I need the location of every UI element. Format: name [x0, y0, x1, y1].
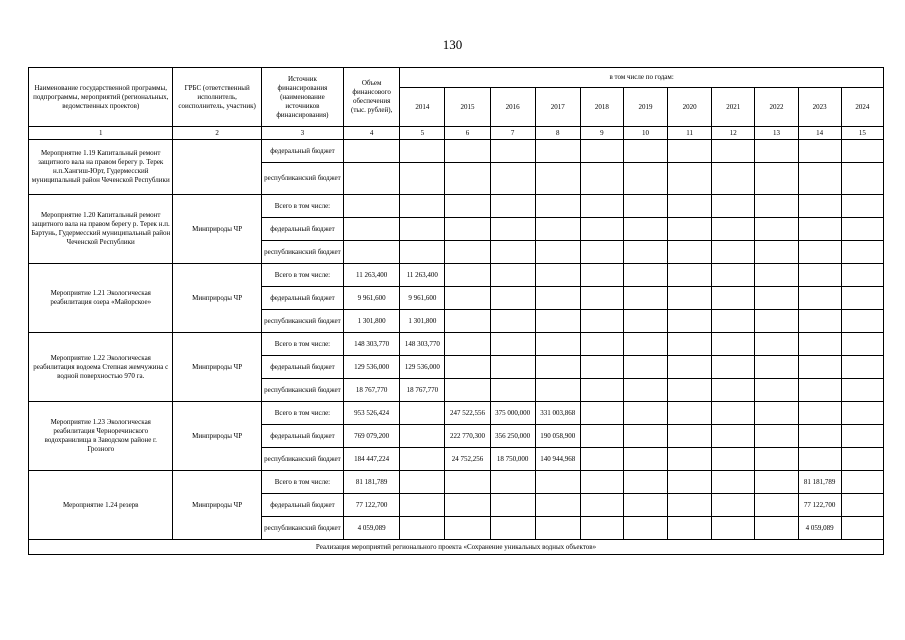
- year-value: [668, 471, 712, 494]
- column-index: 5: [400, 127, 445, 140]
- year-value: 148 303,770: [400, 333, 445, 356]
- event-grbs: Минприроды ЧР: [173, 195, 261, 264]
- event-name: Мероприятие 1.21 Экологическая реабилитация озера «Майорское»: [29, 264, 173, 333]
- year-value: [755, 163, 798, 195]
- year-value: [535, 264, 580, 287]
- event-name: Мероприятие 1.20 Капитальный ремонт защитного вала на правом берегу р. Терек н.п. Бартунь, Гудермесский муниципальный район Чеченской Республики: [29, 195, 173, 264]
- year-value: 356 250,000: [490, 425, 535, 448]
- funding-total: 148 303,770: [344, 333, 400, 356]
- funding-source: федеральный бюджет: [261, 494, 343, 517]
- column-index: 3: [261, 127, 343, 140]
- year-value: [841, 356, 883, 379]
- year-value: [841, 310, 883, 333]
- year-value: [535, 140, 580, 163]
- year-value: [841, 333, 883, 356]
- year-value: [755, 195, 798, 218]
- year-value: [535, 494, 580, 517]
- event-grbs: [173, 140, 261, 195]
- header-volume: Объем финансового обеспечения (тыс. рублей),: [344, 68, 400, 127]
- year-value: [623, 425, 667, 448]
- year-value: [623, 517, 667, 540]
- header-grbs: ГРБС (ответственный исполнитель, соисполнитель, участник): [173, 68, 261, 127]
- year-value: [755, 218, 798, 241]
- year-value: [580, 310, 623, 333]
- year-value: [841, 287, 883, 310]
- year-value: [712, 379, 755, 402]
- year-value: [535, 310, 580, 333]
- header-year: 2021: [712, 88, 755, 127]
- funding-source: республиканский бюджет: [261, 448, 343, 471]
- year-value: 24 752,256: [445, 448, 490, 471]
- year-value: [400, 471, 445, 494]
- year-value: [580, 517, 623, 540]
- year-value: 129 536,000: [400, 356, 445, 379]
- funding-source: Всего в том числе:: [261, 402, 343, 425]
- year-value: [841, 402, 883, 425]
- year-value: [535, 356, 580, 379]
- column-index: 10: [623, 127, 667, 140]
- column-index: 14: [798, 127, 841, 140]
- year-value: [490, 241, 535, 264]
- year-value: [798, 218, 841, 241]
- table-row: [29, 264, 884, 287]
- year-value: [668, 494, 712, 517]
- year-value: 11 263,400: [400, 264, 445, 287]
- financing-table: [28, 67, 884, 555]
- event-name: Мероприятие 1.22 Экологическая реабилитация водоема Степная жемчужина с водной поверхностью 970 га.: [29, 333, 173, 402]
- year-value: [841, 379, 883, 402]
- year-value: [841, 140, 883, 163]
- year-value: [623, 241, 667, 264]
- year-value: [798, 241, 841, 264]
- year-value: [623, 333, 667, 356]
- funding-total: 129 536,000: [344, 356, 400, 379]
- year-value: [400, 163, 445, 195]
- year-value: [755, 264, 798, 287]
- funding-total: 953 526,424: [344, 402, 400, 425]
- funding-source: республиканский бюджет: [261, 310, 343, 333]
- event-name: Мероприятие 1.19 Капитальный ремонт защитного вала на правом берегу р. Терек н.п.Хангиш-Юрт, Гудермесский муниципальный район Чеченской Республики: [29, 140, 173, 195]
- event-grbs: Минприроды ЧР: [173, 264, 261, 333]
- header-year: 2020: [668, 88, 712, 127]
- year-value: [490, 494, 535, 517]
- year-value: [623, 471, 667, 494]
- year-value: [490, 218, 535, 241]
- year-value: [712, 264, 755, 287]
- year-value: [668, 425, 712, 448]
- year-value: [623, 264, 667, 287]
- year-value: [445, 310, 490, 333]
- column-index: 1: [29, 127, 173, 140]
- year-value: [755, 287, 798, 310]
- funding-total: 11 263,400: [344, 264, 400, 287]
- year-value: [445, 287, 490, 310]
- year-value: [798, 402, 841, 425]
- funding-source: Всего в том числе:: [261, 471, 343, 494]
- year-value: [445, 517, 490, 540]
- funding-source: Всего в том числе:: [261, 333, 343, 356]
- year-value: [535, 241, 580, 264]
- year-value: 190 058,900: [535, 425, 580, 448]
- year-value: 331 003,868: [535, 402, 580, 425]
- year-value: [490, 379, 535, 402]
- year-value: [755, 517, 798, 540]
- funding-source: республиканский бюджет: [261, 241, 343, 264]
- column-index: 4: [344, 127, 400, 140]
- year-value: [755, 448, 798, 471]
- year-value: [755, 379, 798, 402]
- year-value: 18 767,770: [400, 379, 445, 402]
- year-value: [445, 264, 490, 287]
- year-value: [712, 517, 755, 540]
- year-value: [712, 310, 755, 333]
- year-value: [623, 218, 667, 241]
- year-value: [755, 241, 798, 264]
- year-value: [490, 287, 535, 310]
- year-value: [445, 494, 490, 517]
- year-value: [490, 517, 535, 540]
- year-value: [400, 195, 445, 218]
- year-value: [798, 287, 841, 310]
- table-row: [29, 402, 884, 425]
- funding-source: федеральный бюджет: [261, 140, 343, 163]
- header-name: Наименование государственной программы, подпрограммы, мероприятий (региональных, ведомственных проектов): [29, 68, 173, 127]
- year-value: [623, 402, 667, 425]
- year-value: [580, 264, 623, 287]
- year-value: [841, 163, 883, 195]
- year-value: [668, 517, 712, 540]
- table-body: [29, 140, 884, 540]
- year-value: [712, 471, 755, 494]
- year-value: [712, 287, 755, 310]
- year-value: 18 750,000: [490, 448, 535, 471]
- year-value: [580, 425, 623, 448]
- year-value: [535, 287, 580, 310]
- column-index: 13: [755, 127, 798, 140]
- event-name: Мероприятие 1.23 Экологическая реабилитация Черноречинского водохранилища в Заводском районе г. Грозного: [29, 402, 173, 471]
- year-value: [798, 140, 841, 163]
- year-value: [400, 241, 445, 264]
- year-value: [623, 310, 667, 333]
- header-year: 2024: [841, 88, 883, 127]
- year-value: [535, 163, 580, 195]
- funding-total: 4 059,089: [344, 517, 400, 540]
- year-value: [668, 379, 712, 402]
- year-value: [712, 218, 755, 241]
- funding-source: федеральный бюджет: [261, 218, 343, 241]
- year-value: [490, 140, 535, 163]
- funding-source: федеральный бюджет: [261, 356, 343, 379]
- funding-source: Всего в том числе:: [261, 264, 343, 287]
- year-value: [580, 218, 623, 241]
- year-value: [668, 356, 712, 379]
- year-value: [841, 471, 883, 494]
- year-value: [755, 402, 798, 425]
- year-value: 222 770,300: [445, 425, 490, 448]
- year-value: [400, 402, 445, 425]
- year-value: 81 181,789: [798, 471, 841, 494]
- year-value: [490, 471, 535, 494]
- year-value: 247 522,556: [445, 402, 490, 425]
- year-value: [712, 333, 755, 356]
- year-value: [755, 494, 798, 517]
- year-value: [712, 195, 755, 218]
- year-value: [580, 287, 623, 310]
- funding-total: 769 079,200: [344, 425, 400, 448]
- year-value: [580, 402, 623, 425]
- year-value: [580, 140, 623, 163]
- year-value: [798, 163, 841, 195]
- year-value: [798, 448, 841, 471]
- year-value: [535, 218, 580, 241]
- header-years-group: в том числе по годам:: [400, 68, 884, 88]
- year-value: [580, 471, 623, 494]
- year-value: [755, 471, 798, 494]
- year-value: [668, 287, 712, 310]
- year-value: [841, 448, 883, 471]
- column-index: 2: [173, 127, 261, 140]
- year-value: 77 122,700: [798, 494, 841, 517]
- year-value: [580, 241, 623, 264]
- year-value: [841, 425, 883, 448]
- year-value: [623, 287, 667, 310]
- year-value: [445, 471, 490, 494]
- year-value: [712, 402, 755, 425]
- year-value: [580, 379, 623, 402]
- year-value: 4 059,089: [798, 517, 841, 540]
- header-year: 2016: [490, 88, 535, 127]
- year-value: [623, 140, 667, 163]
- year-value: [490, 195, 535, 218]
- year-value: [400, 140, 445, 163]
- year-value: [490, 163, 535, 195]
- table-header: [29, 68, 884, 140]
- year-value: [490, 310, 535, 333]
- year-value: [445, 218, 490, 241]
- page-number: 130: [442, 37, 463, 52]
- year-value: [668, 333, 712, 356]
- year-value: [798, 310, 841, 333]
- year-value: [712, 163, 755, 195]
- year-value: [400, 494, 445, 517]
- funding-total: [344, 241, 400, 264]
- year-value: [490, 333, 535, 356]
- year-value: [798, 195, 841, 218]
- year-value: [841, 241, 883, 264]
- column-index: 12: [712, 127, 755, 140]
- year-value: [445, 333, 490, 356]
- year-value: [623, 494, 667, 517]
- year-value: [535, 517, 580, 540]
- year-value: [668, 264, 712, 287]
- column-index: 8: [535, 127, 580, 140]
- year-value: [623, 163, 667, 195]
- year-value: [712, 356, 755, 379]
- event-grbs: Минприроды ЧР: [173, 333, 261, 402]
- year-value: [580, 356, 623, 379]
- year-value: [798, 379, 841, 402]
- table-row: [29, 333, 884, 356]
- year-value: [623, 195, 667, 218]
- year-value: [798, 425, 841, 448]
- funding-source: республиканский бюджет: [261, 379, 343, 402]
- year-value: [623, 356, 667, 379]
- header-year: 2023: [798, 88, 841, 127]
- event-grbs: Минприроды ЧР: [173, 402, 261, 471]
- funding-total: [344, 218, 400, 241]
- year-value: [580, 333, 623, 356]
- table-row: [29, 471, 884, 494]
- column-index: 15: [841, 127, 883, 140]
- event-grbs: Минприроды ЧР: [173, 471, 261, 540]
- funding-total: [344, 140, 400, 163]
- year-value: [668, 241, 712, 264]
- year-value: [535, 195, 580, 218]
- year-value: [668, 402, 712, 425]
- year-value: 375 000,000: [490, 402, 535, 425]
- header-year: 2014: [400, 88, 445, 127]
- year-value: [445, 356, 490, 379]
- year-value: [841, 517, 883, 540]
- year-value: [445, 163, 490, 195]
- year-value: [668, 218, 712, 241]
- year-value: [712, 425, 755, 448]
- year-value: [623, 379, 667, 402]
- header-source: Источник финансирования (наименование источников финансирования): [261, 68, 343, 127]
- year-value: [841, 218, 883, 241]
- year-value: [580, 494, 623, 517]
- header-year: 2015: [445, 88, 490, 127]
- table-row: [29, 140, 884, 163]
- year-value: 9 961,600: [400, 287, 445, 310]
- funding-source: республиканский бюджет: [261, 517, 343, 540]
- year-value: [400, 425, 445, 448]
- year-value: [798, 264, 841, 287]
- year-value: [535, 379, 580, 402]
- funding-source: федеральный бюджет: [261, 425, 343, 448]
- column-index: 7: [490, 127, 535, 140]
- year-value: [668, 310, 712, 333]
- header-year: 2022: [755, 88, 798, 127]
- year-value: [580, 163, 623, 195]
- year-value: [798, 333, 841, 356]
- column-index: 11: [668, 127, 712, 140]
- year-value: [755, 333, 798, 356]
- year-value: [445, 379, 490, 402]
- section-footer: Реализация мероприятий регионального проекта «Сохранение уникальных водных объектов»: [29, 540, 884, 555]
- funding-source: Всего в том числе:: [261, 195, 343, 218]
- year-value: 1 301,800: [400, 310, 445, 333]
- funding-total: 77 122,700: [344, 494, 400, 517]
- year-value: [755, 356, 798, 379]
- funding-source: республиканский бюджет: [261, 163, 343, 195]
- year-value: [580, 448, 623, 471]
- funding-total: 9 961,600: [344, 287, 400, 310]
- funding-total: 18 767,770: [344, 379, 400, 402]
- year-value: [400, 448, 445, 471]
- year-value: [400, 517, 445, 540]
- funding-total: [344, 163, 400, 195]
- column-index: 9: [580, 127, 623, 140]
- year-value: [841, 264, 883, 287]
- funding-total: 1 301,800: [344, 310, 400, 333]
- year-value: [535, 333, 580, 356]
- header-year: 2019: [623, 88, 667, 127]
- year-value: [668, 140, 712, 163]
- year-value: [490, 356, 535, 379]
- funding-total: [344, 195, 400, 218]
- funding-total: 81 181,789: [344, 471, 400, 494]
- year-value: [445, 140, 490, 163]
- year-value: [841, 195, 883, 218]
- year-value: [623, 448, 667, 471]
- year-value: 140 944,968: [535, 448, 580, 471]
- year-value: [841, 494, 883, 517]
- year-value: [400, 218, 445, 241]
- year-value: [712, 448, 755, 471]
- year-value: [712, 140, 755, 163]
- year-value: [445, 195, 490, 218]
- year-value: [445, 241, 490, 264]
- header-year: 2017: [535, 88, 580, 127]
- year-value: [712, 494, 755, 517]
- year-value: [755, 425, 798, 448]
- year-value: [668, 195, 712, 218]
- year-value: [580, 195, 623, 218]
- year-value: [798, 356, 841, 379]
- year-value: [755, 140, 798, 163]
- funding-total: 184 447,224: [344, 448, 400, 471]
- year-value: [712, 241, 755, 264]
- year-value: [668, 448, 712, 471]
- year-value: [755, 310, 798, 333]
- header-year: 2018: [580, 88, 623, 127]
- year-value: [668, 163, 712, 195]
- funding-source: федеральный бюджет: [261, 287, 343, 310]
- table-row: [29, 195, 884, 218]
- column-index: 6: [445, 127, 490, 140]
- event-name: Мероприятие 1.24 резерв: [29, 471, 173, 540]
- year-value: [490, 264, 535, 287]
- year-value: [535, 471, 580, 494]
